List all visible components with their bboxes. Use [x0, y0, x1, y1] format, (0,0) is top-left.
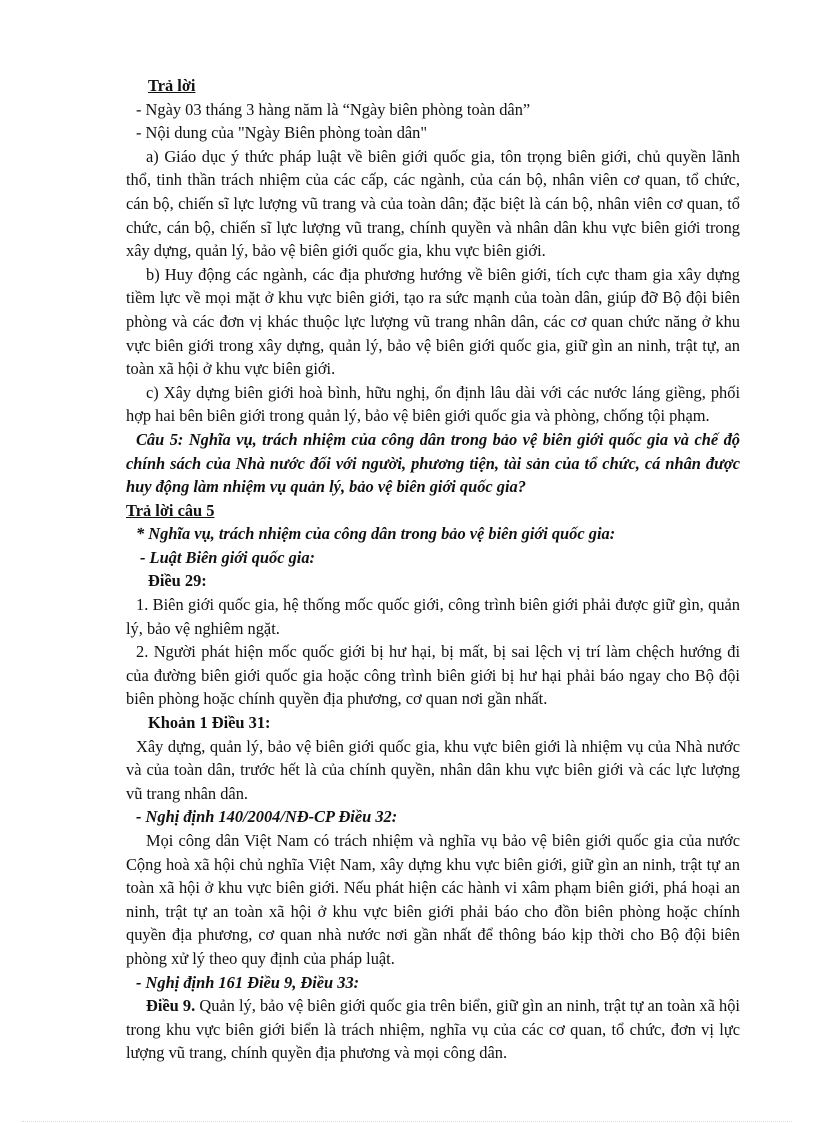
answer-5-heading — [126, 499, 740, 523]
article-9-text: Quản lý, bảo vệ biên giới quốc gia trên biển, giữ gìn an ninh, trật tự an toàn xã hội trong khu vực biên giới biển là trách nhiệm, nghĩa vụ của các cơ quan, tổ chức, đơn vị lực lượng vũ trang, chính quyền địa phương và mọi công dân. — [126, 996, 740, 1063]
tra-loi-heading: Trả lời — [148, 76, 196, 95]
document-page — [126, 74, 740, 1065]
clause-1-article-31-heading: Khoản 1 Điều 31: — [148, 713, 271, 733]
border-law-heading: - Luật Biên giới quốc gia: — [140, 547, 315, 567]
paragraph-b: b) Huy động các ngành, các địa phương hướng về biên giới, tích cực tham gia xây dựng tiềm lực về mọi mặt ở khu vực biên giới, tạo ra sức mạnh của toàn dân, giúp đỡ Bộ đội biên phòng và các đơn vị khác thuộc lực lượng vũ trang nhân dân, các cơ quan chức năng ở khu vực biên giới trong xây dựng, quản lý, bảo vệ biên giới quốc gia, giữ gìn an ninh, trật tự, an toàn xã hội ở khu vực biên giới. — [126, 264, 740, 379]
article-29-item-2: 2. Người phát hiện mốc quốc giới bị hư hại, bị mất, bị sai lệch vị trí làm chệch hướng đi của đường biên giới quốc gia hoặc công trình biên giới bị hư hại phải báo ngay cho Bộ đội biên phòng hoặc chính quyền địa phương, cơ quan nơi gần nhất. — [126, 642, 740, 709]
article-29-heading: Điều 29: — [148, 571, 207, 591]
decree-161-heading: - Nghị định 161 Điều 9, Điều 33: — [136, 972, 360, 992]
answer-heading — [126, 74, 740, 98]
paragraph-a: a) Giáo dục ý thức pháp luật về biên giới quốc gia, tôn trọng biên giới, chủ quyền lãnh thổ, tinh thần trách nhiệm của các cấp, các ngành, của cán bộ, nhân viên cơ quan, tổ chức, cán bộ, chiến sĩ lực lượng vũ trang và của toàn dân; đặc biệt là cán bộ, nhân viên cơ quan, tổ chức, cán bộ, chiến sĩ lực lượng vũ trang, chính quyền và nhân dân khu vực biên giới trong xây dựng, quản lý, bảo vệ biên giới quốc gia, khu vực biên giới. — [126, 146, 740, 261]
obligation-heading: * Nghĩa vụ, trách nhiệm của công dân trong bảo vệ biên giới quốc gia: — [136, 524, 616, 544]
article-29-item-1: 1. Biên giới quốc gia, hệ thống mốc quốc giới, công trình biên giới phải được giữ gìn, quản lý, bảo vệ nghiêm ngặt. — [126, 595, 740, 638]
question-5: Câu 5: Nghĩa vụ, trách nhiệm của công dân trong bảo vệ biên giới quốc gia và chế độ chính sách của Nhà nước đối với người, phương tiện, tài sản của tổ chức, cá nhân được huy động làm nhiệm vụ quản lý, bảo vệ biên giới quốc gia? — [126, 429, 740, 497]
noi-dung-line: - Nội dung của "Ngày Biên phòng toàn dân" — [136, 123, 428, 143]
decree-140-text: Mọi công dân Việt Nam có trách nhiệm và nghĩa vụ bảo vệ biên giới quốc gia của nước Cộng hoà xã hội chủ nghĩa Việt Nam, xây dựng khu vực biên giới, giữ gìn an ninh, trật tự an toàn xã hội ở khu vực biên giới. Nếu phát hiện các hành vi xâm phạm biên giới, phá hoại an ninh, trật tự an toàn xã hội ở khu vực biên giới phải báo cho đồn biên phòng hoặc chính quyền địa phương, cơ quan nhà nước nơi gần nhất để thông báo kịp thời cho Bộ đội biên phòng xử lý theo quy định của pháp luật. — [126, 831, 740, 968]
article-31-text: Xây dựng, quản lý, bảo vệ biên giới quốc gia, khu vực biên giới là nhiệm vụ của Nhà nước và của toàn dân, trước hết là của chính quyền, nhân dân khu vực biên giới và các lực lượng vũ trang nhân dân. — [126, 736, 740, 803]
tra-loi-cau5: Trả lời câu 5 — [126, 500, 215, 520]
article-9-paragraph — [126, 994, 740, 1065]
paragraph-c: c) Xây dựng biên giới hoà bình, hữu nghị, ổn định lâu dài với các nước láng giềng, phối hợp hai bên biên giới trong quản lý, bảo vệ biên giới quốc gia và phòng, chống tội phạm. — [126, 382, 740, 426]
ngay-bien-phong-line: - Ngày 03 tháng 3 hàng năm là “Ngày biên phòng toàn dân” — [136, 99, 531, 119]
decree-140-heading: - Nghị định 140/2004/NĐ-CP Điều 32: — [136, 807, 398, 827]
article-9-label: Điều 9. — [146, 996, 196, 1016]
